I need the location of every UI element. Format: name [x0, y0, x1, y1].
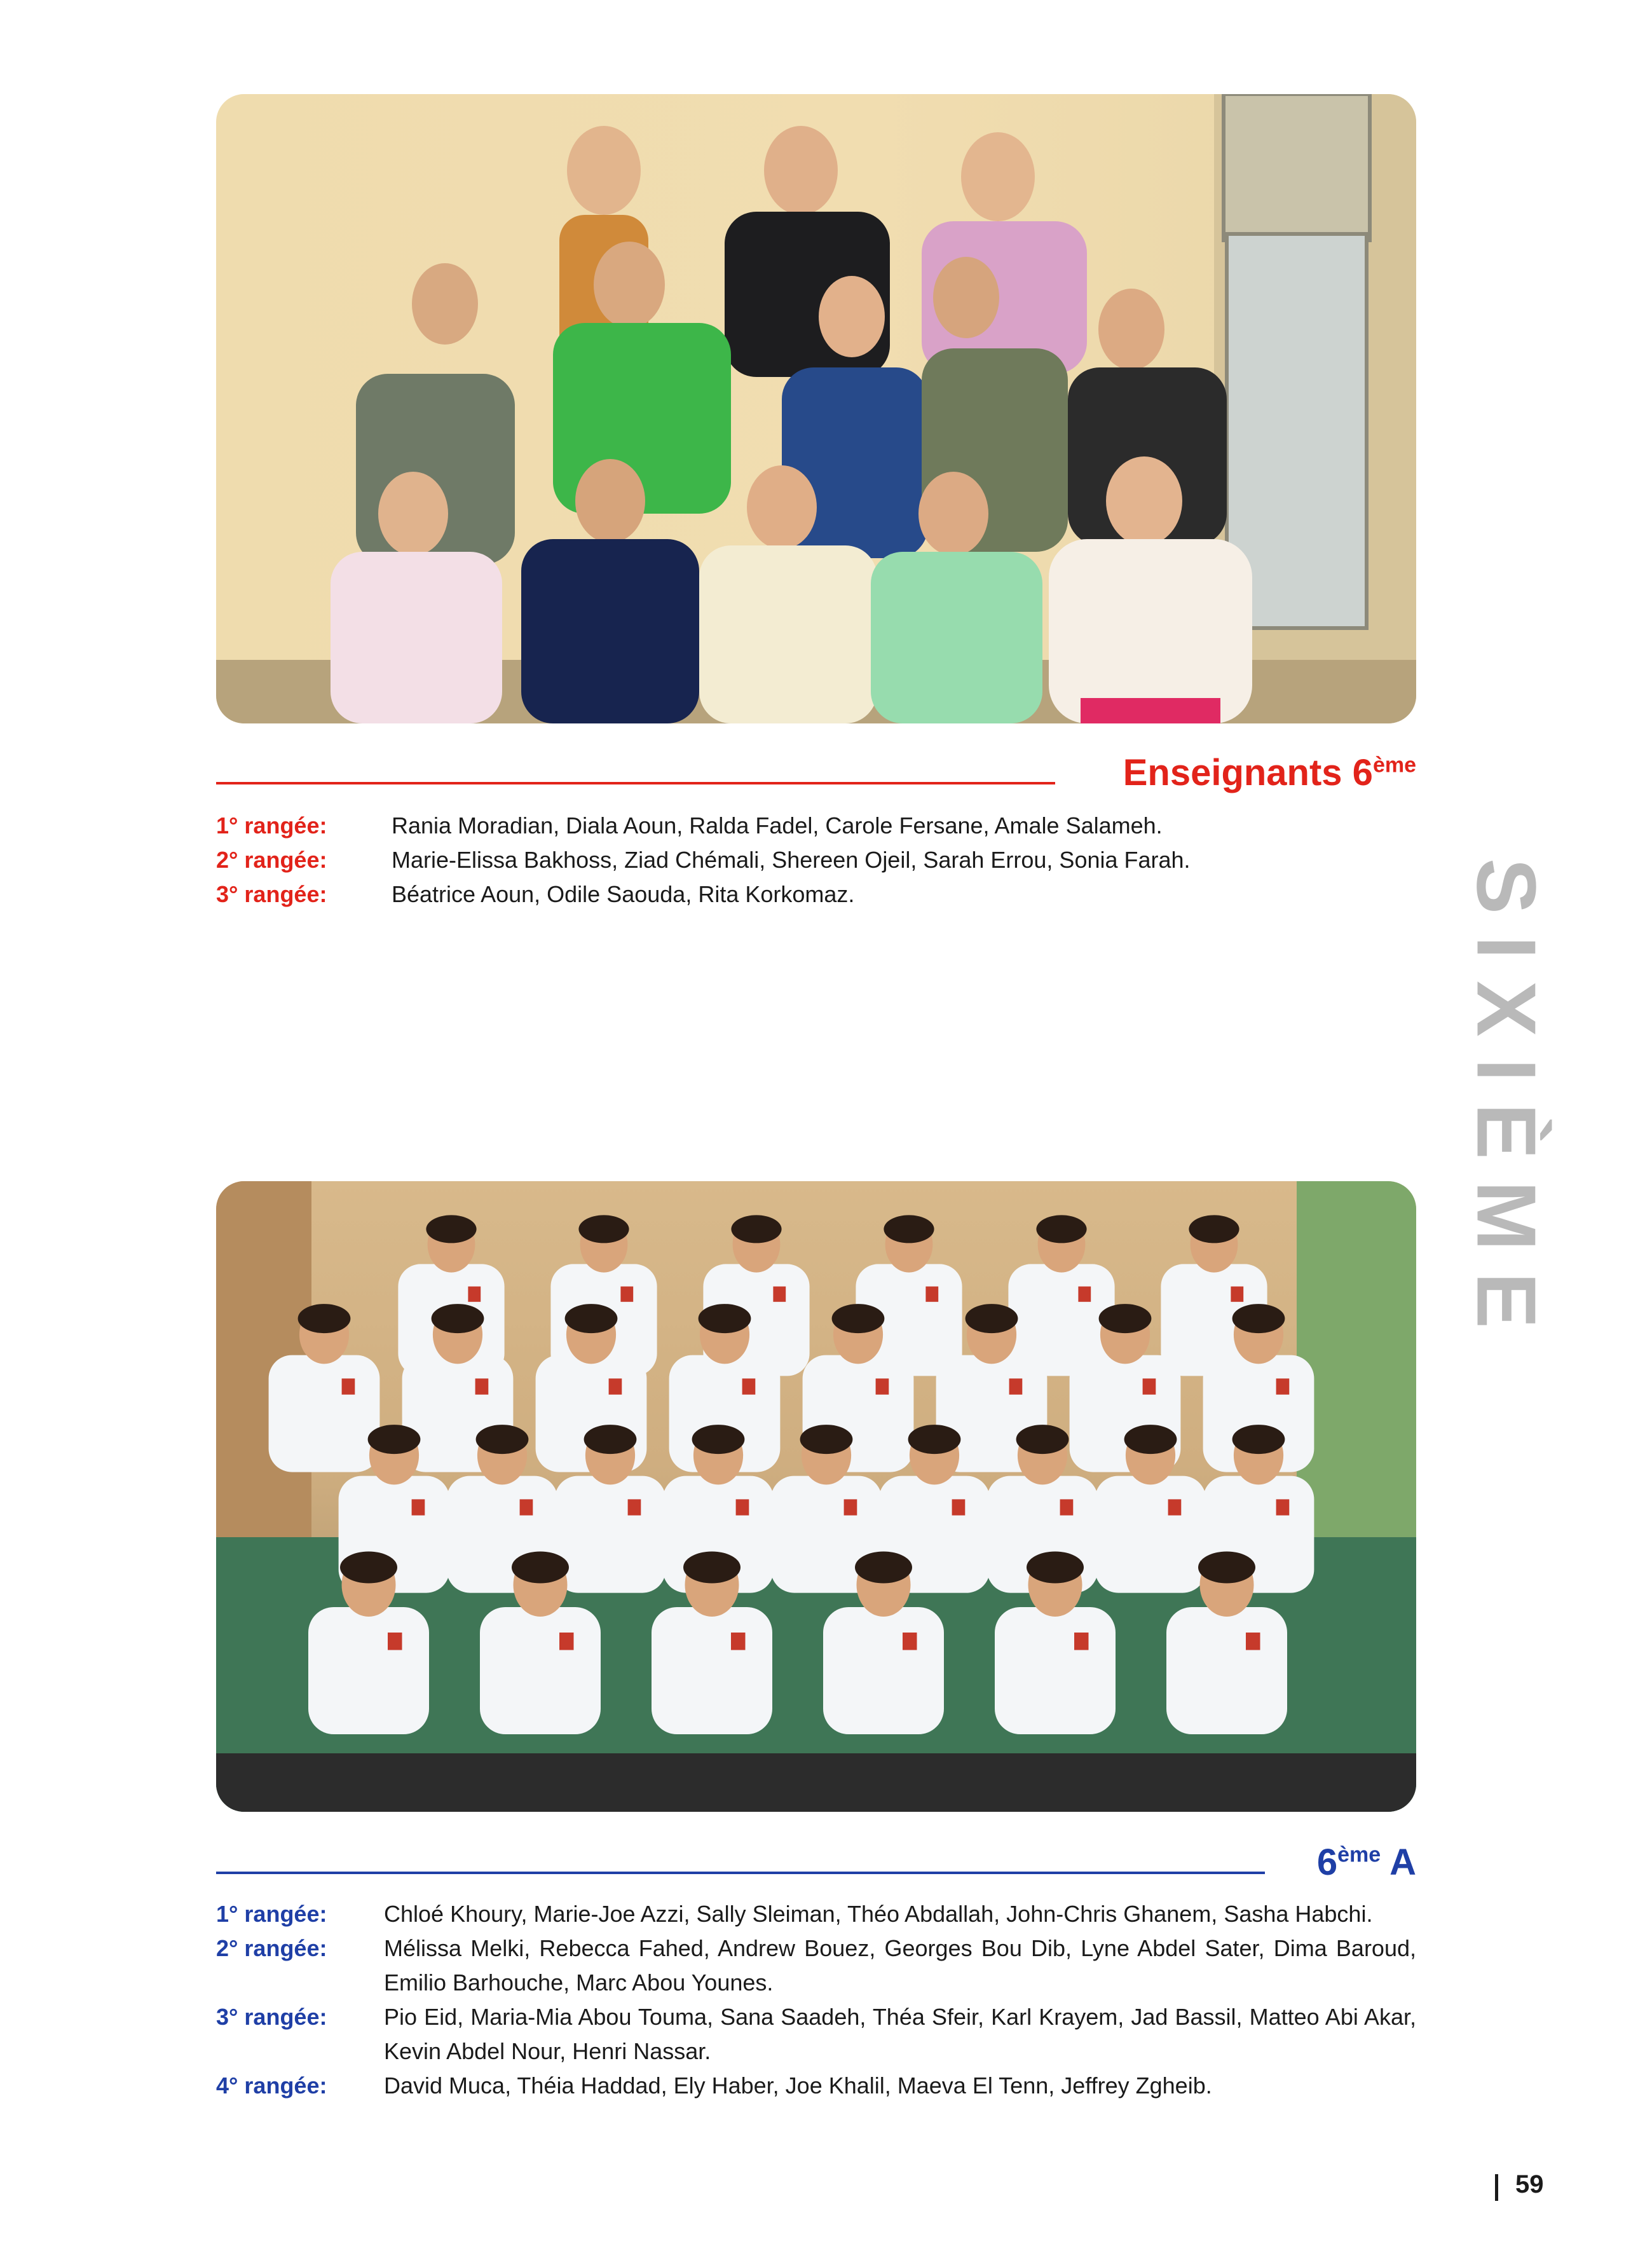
student-hair	[966, 1304, 1018, 1333]
school-crest	[620, 1287, 633, 1302]
school-crest	[628, 1499, 641, 1515]
row-label: 3° rangée:	[216, 2004, 327, 2030]
school-crest	[773, 1287, 786, 1302]
student-shirt	[823, 1607, 944, 1734]
student-shirt	[308, 1607, 429, 1734]
student-hair	[731, 1215, 781, 1243]
class-title-letter: A	[1389, 1842, 1416, 1883]
student-hair	[584, 1425, 637, 1454]
class-row	[216, 1931, 1416, 2000]
student-hair	[884, 1215, 934, 1243]
student-hair	[298, 1304, 351, 1333]
student-shirt	[480, 1607, 601, 1734]
student-hair	[1232, 1425, 1285, 1454]
school-crest	[1276, 1499, 1290, 1515]
student-hair	[1124, 1425, 1177, 1454]
student-hair	[565, 1304, 618, 1333]
student-hair	[692, 1425, 745, 1454]
class-photo-illustration	[216, 1181, 1416, 1812]
student-shirt	[269, 1355, 380, 1472]
student-hair	[908, 1425, 961, 1454]
student-hair	[800, 1425, 853, 1454]
teachers-photo	[216, 94, 1416, 723]
class-title-num: 6	[1316, 1842, 1338, 1883]
page-number-separator	[1495, 2174, 1498, 2201]
student-hair	[368, 1425, 421, 1454]
student-shirt	[555, 1476, 666, 1593]
row-names: Pio Eid, Maria-Mia Abou Touma, Sana Saadeh, Théa Sfeir, Karl Krayem, Jad Bassil, Matteo Abi Akar, Kevin Abdel Nour, Henri Nassar.	[384, 2004, 1416, 2064]
student-hair	[1027, 1552, 1084, 1584]
row-names: Mélissa Melki, Rebecca Fahed, Andrew Bouez, Georges Bou Dib, Lyne Abdel Sater, Dima Baroud, Emilio Barhouche, Marc Abou Younes.	[384, 1935, 1416, 1996]
row-names: Marie-Elissa Bakhoss, Ziad Chémali, Shereen Ojeil, Sarah Errou, Sonia Farah.	[392, 847, 1191, 873]
student-shirt	[1166, 1607, 1287, 1734]
row-names: Béatrice Aoun, Odile Saouda, Rita Korkomaz.	[392, 881, 855, 907]
school-crest	[1074, 1633, 1089, 1650]
student-hair	[1198, 1552, 1255, 1584]
school-crest	[1060, 1499, 1074, 1515]
student-hair	[699, 1304, 751, 1333]
page-number: 59	[1515, 2170, 1544, 2198]
teachers-photo-illustration	[216, 94, 1416, 723]
student-shirt	[652, 1607, 772, 1734]
student-shirt	[995, 1607, 1116, 1734]
student-hair	[512, 1552, 569, 1584]
school-crest	[388, 1633, 402, 1650]
school-crest	[742, 1378, 756, 1394]
student-hair	[683, 1552, 741, 1584]
school-crest	[1276, 1378, 1290, 1394]
school-crest	[876, 1378, 889, 1394]
student-hair	[476, 1425, 529, 1454]
teachers-section-header	[216, 743, 1416, 793]
class-rows	[216, 1897, 1416, 2103]
row-names: Rania Moradian, Diala Aoun, Ralda Fadel, Carole Fersane, Amale Salameh.	[392, 812, 1163, 839]
class-title-sup: ème	[1337, 1842, 1381, 1867]
teachers-title	[1123, 753, 1416, 793]
teachers-row	[216, 877, 1416, 912]
school-crest	[475, 1378, 489, 1394]
school-crest	[844, 1499, 857, 1515]
row-label: 1° rangée:	[216, 812, 327, 839]
teachers-divider	[216, 782, 1055, 784]
teachers-row	[216, 809, 1416, 843]
row-names: David Muca, Théia Haddad, Ely Haber, Joe Khalil, Maeva El Tenn, Jeffrey Zgheib.	[384, 2072, 1212, 2099]
school-crest	[731, 1633, 746, 1650]
row-label: 2° rangée:	[216, 1935, 327, 1961]
school-crest	[1143, 1378, 1156, 1394]
school-crest	[559, 1633, 574, 1650]
school-crest	[412, 1499, 425, 1515]
side-title-text: SIXIÈME	[1459, 858, 1553, 1350]
class-row	[216, 1897, 1416, 1931]
student-hair	[1036, 1215, 1086, 1243]
school-crest	[468, 1287, 481, 1302]
student-hair	[426, 1215, 476, 1243]
row-label: 3° rangée:	[216, 881, 327, 907]
student-hair	[432, 1304, 484, 1333]
row-names: Chloé Khoury, Marie-Joe Azzi, Sally Sleiman, Théo Abdallah, John-Chris Ghanem, Sasha Habchi.	[384, 1901, 1373, 1927]
class-section-header	[216, 1832, 1416, 1883]
school-crest	[609, 1378, 622, 1394]
side-title	[1459, 858, 1553, 1354]
student-hair	[832, 1304, 885, 1333]
school-crest	[520, 1499, 533, 1515]
row-label: 1° rangée:	[216, 1901, 327, 1927]
school-crest	[1231, 1287, 1243, 1302]
student-shirt	[1095, 1476, 1206, 1593]
teachers-title-sup: ème	[1372, 753, 1416, 777]
school-crest	[736, 1499, 749, 1515]
school-crest	[342, 1378, 355, 1394]
class-row	[216, 2069, 1416, 2103]
class-divider	[216, 1872, 1265, 1874]
class-photo	[216, 1181, 1416, 1812]
teachers-row	[216, 843, 1416, 877]
school-crest	[1009, 1378, 1023, 1394]
student-hair	[1099, 1304, 1152, 1333]
student-hair	[855, 1552, 912, 1584]
student-hair	[1232, 1304, 1285, 1333]
teachers-title-text: Enseignants 6	[1123, 752, 1373, 793]
row-label: 2° rangée:	[216, 847, 327, 873]
school-crest	[903, 1633, 917, 1650]
teachers-rows	[216, 809, 1416, 912]
student-hair	[1016, 1425, 1069, 1454]
school-crest	[925, 1287, 938, 1302]
class-row	[216, 2000, 1416, 2069]
class-title	[1317, 1842, 1416, 1883]
student-hair	[578, 1215, 629, 1243]
student-hair	[340, 1552, 397, 1584]
school-crest	[952, 1499, 966, 1515]
school-crest	[1078, 1287, 1091, 1302]
row-label: 4° rangée:	[216, 2072, 327, 2099]
student-hair	[1189, 1215, 1239, 1243]
school-crest	[1168, 1499, 1182, 1515]
school-crest	[1246, 1633, 1260, 1650]
